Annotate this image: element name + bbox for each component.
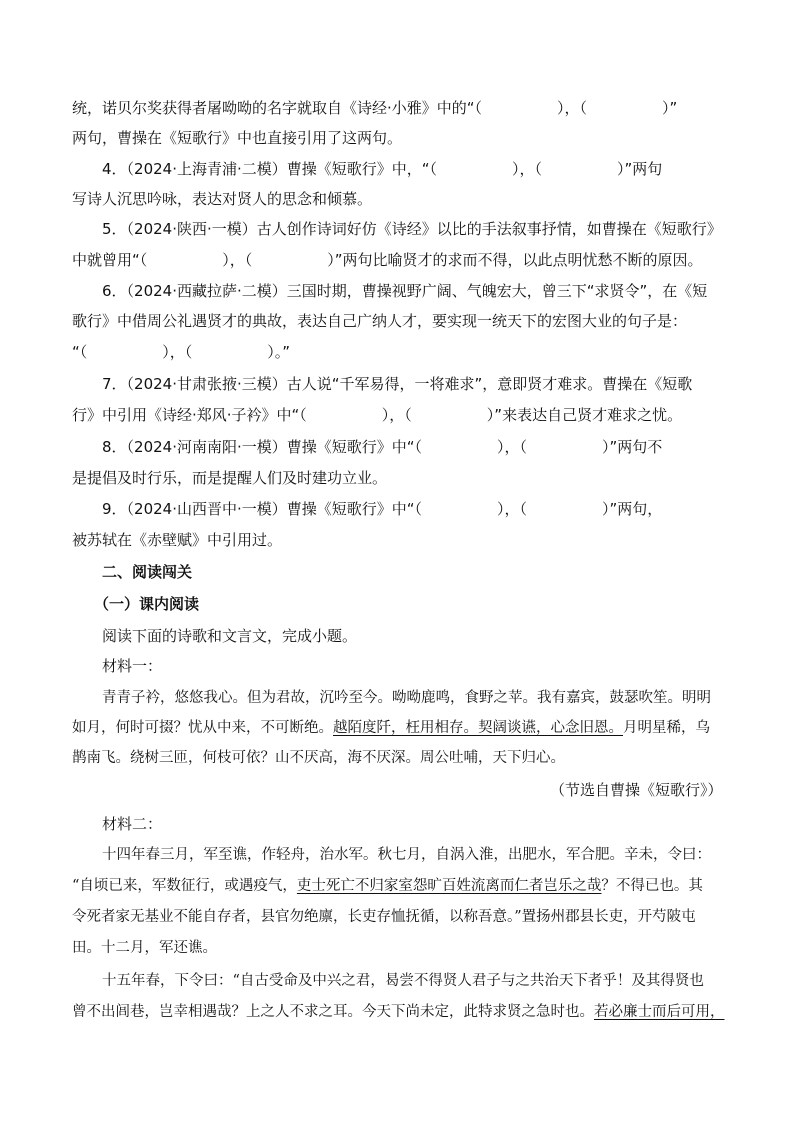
section-heading: 二、阅读闯关 xyxy=(102,563,193,581)
material1-source: （节选自曹操《短歌行》） xyxy=(550,781,723,799)
q8-line-2: 是提倡及时行乐，而是提醒人们及时建功立业。 xyxy=(72,469,388,487)
material2-line-4: 田。十二月，军还谯。 xyxy=(72,940,217,956)
q6-line-1: 6．（2024·西藏拉萨·二模）三国时期，曹操视野广阔、气魄宏大，曾三下“求贤令”，在《短 xyxy=(102,282,708,300)
material1-line-3: 鹊南飞。绕树三匝，何枝可依？山不厌高，海不厌深。周公吐哺，天下归心。 xyxy=(72,750,565,766)
material2-line-1: 十四年春三月，军至谯，作轻舟，治水军。秋七月，自涡入淮，出肥水，军合肥。辛未，令曰： xyxy=(102,847,711,863)
q7-line-1: 7．（2024·甘肃张掖·三模）古人说“千军易得，一将难求”，意即贤才难求。曹操在《短歌 xyxy=(102,375,693,393)
q5-line-2: 中就曾用“（ ），（ ）”两句比喻贤才的求而不得，以此点明忧愁不断的原因。 xyxy=(72,251,703,269)
material1-line-2 xyxy=(72,718,710,738)
q5-line-1: 5．（2024·陕西·一模）古人创作诗词好仿《诗经》以比的手法叙事抒情，如曹操在《短歌行》 xyxy=(102,220,722,238)
q6-line-3: “（ ），（ ）。” xyxy=(72,343,291,361)
subsection-heading: （一）课内阅读 xyxy=(94,595,200,613)
q7-line-2: 行》中引用《诗经·郑风·子衿》中“（ ），（ ）”来表达自己贤才难求之忧。 xyxy=(72,406,683,424)
material2-line-2 xyxy=(72,876,703,896)
material1-line-1: 青青子衿，悠悠我心。但为君故，沉吟至今。呦呦鹿鸣，食野之苹。我有嘉宾，鼓瑟吹笙。明明 xyxy=(102,690,711,706)
material1-underlined-sentence: 越陌度阡，枉用相存。契阔谈䜩，心念旧恩。 xyxy=(333,720,623,736)
material2-line-2-tail: ？不得已也。其 xyxy=(601,878,703,894)
q3-tail-line-1: 统，诺贝尔奖获得者屠呦呦的名字就取自《诗经·小雅》中的“（ ），（ ）” xyxy=(72,99,678,117)
material2-line-3: 令死者家无基业不能自存者，县官勿绝廪，长吏存恤抚循，以称吾意。”置扬州郡县长吏，开芍陂屯 xyxy=(72,909,696,925)
q9-line-1: 9．（2024·山西晋中·一模）曹操《短歌行》中“（ ），（ ）”两句， xyxy=(102,500,663,518)
material1-label: 材料一： xyxy=(102,657,163,675)
q9-line-2: 被苏轼在《赤壁赋》中引用过。 xyxy=(72,531,283,549)
material2-line-2-head: “自顷已来，军数征行，或遇疫气， xyxy=(72,878,297,894)
q4-line-2: 写诗人沉思吟咏，表达对贤人的思念和倾慕。 xyxy=(72,190,373,208)
material2-line-6 xyxy=(72,1002,725,1022)
material2-label: 材料二： xyxy=(102,815,163,833)
material2-underlined-sentence: 吏士死亡不归家室怨旷百姓流离而仁者岂乐之哉 xyxy=(296,878,602,894)
q8-line-1: 8．（2024·河南南阳·一模）曹操《短歌行》中“（ ），（ ）”两句不 xyxy=(102,438,663,456)
material1-line-2-text: 如月，何时可掇？忧从中来，不可断绝。 xyxy=(72,720,333,736)
section-instructions: 阅读下面的诗歌和文言文，完成小题。 xyxy=(102,627,358,645)
q4-line-1: 4．（2024·上海青浦·二模）曹操《短歌行》中，“（ ），（ ）”两句 xyxy=(102,160,663,178)
q6-line-2: 歌行》中借周公礼遇贤才的典故，表达自己广纳人才，要实现一统天下的宏图大业的句子是： xyxy=(72,312,688,330)
material2-line-5: 十五年春，下令曰：“自古受命及中兴之君，曷尝不得贤人君子与之共治天下者乎！及其得贤也 xyxy=(102,973,704,989)
q3-tail-line-2: 两句，曹操在《短歌行》中也直接引用了这两句。 xyxy=(72,129,403,147)
material1-line-2-tail: 月明星稀，乌 xyxy=(623,720,710,736)
material2-underlined-tail: 若必廉士而后可用， xyxy=(594,1004,725,1020)
material2-line-6-text: 曾不出闾巷，岂幸相遇哉？上之人不求之耳。今天下尚未定，此特求贤之急时也。 xyxy=(72,1004,594,1020)
